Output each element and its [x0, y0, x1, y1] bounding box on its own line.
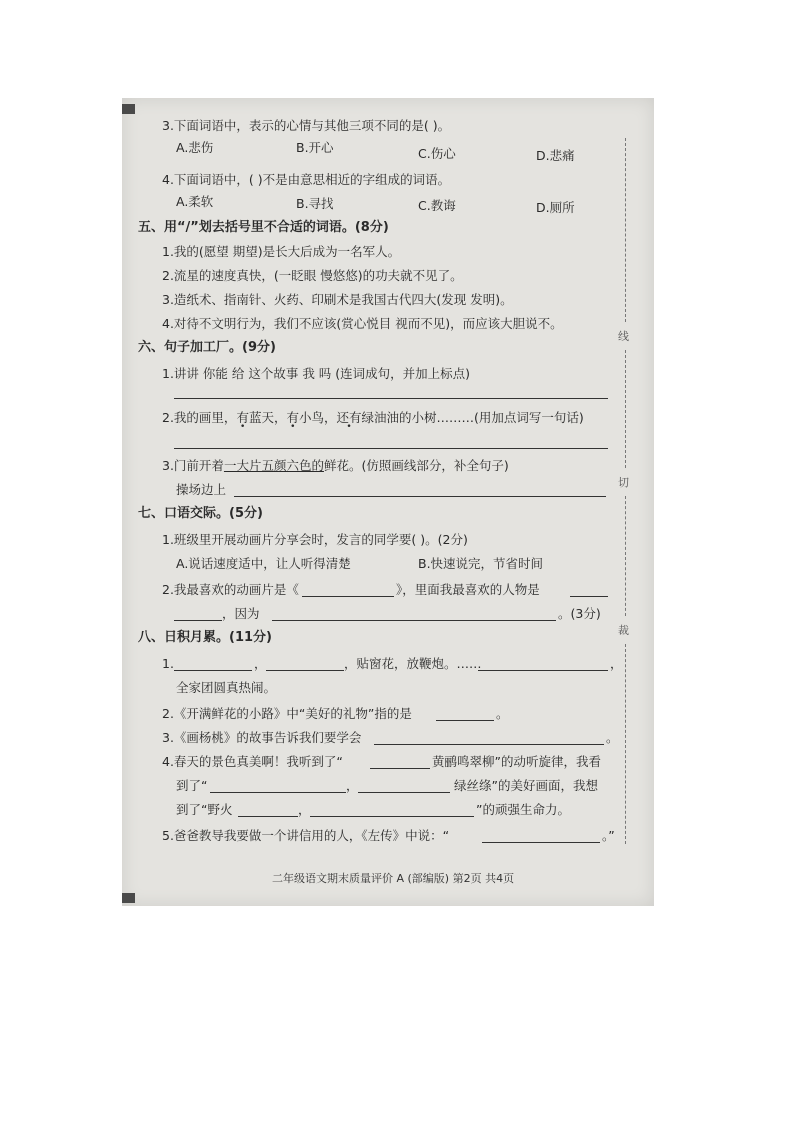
s6-answer-line-2[interactable]	[174, 448, 608, 449]
section-7-heading: 七、口语交际。(5分)	[138, 506, 263, 521]
q3-option-d: D.悲痛	[536, 148, 575, 163]
s8-item-4-a: 4.春天的景色真美啊！我听到了“	[162, 754, 343, 769]
s8-item-4-c: 到了“	[176, 778, 208, 793]
s8-blank-1b[interactable]	[266, 670, 344, 671]
s7-blank-cartoon[interactable]	[302, 596, 394, 597]
question-3-stem: 3.下面词语中，表示的心情与其他三项不同的是( )。	[162, 118, 451, 133]
s7-blank-character-2[interactable]	[174, 620, 222, 621]
cut-label-cai: 裁	[618, 624, 629, 637]
s8-item-2-b: 。	[496, 706, 509, 721]
s8-item-3-a: 3.《画杨桃》的故事告诉我们要学会	[162, 730, 362, 745]
s6-emph-2: 有	[286, 410, 299, 425]
s7-item-2-d: 。(3分)	[558, 606, 601, 621]
s6-item-2-mid2: 小鸟，	[298, 410, 337, 425]
s6-item-3-pre: 3.门前开着	[162, 458, 224, 473]
s8-item-4-b: 黄鹂鸣翠柳”的动听旋律，我看	[432, 754, 601, 769]
exam-page	[122, 98, 654, 906]
q4-option-b: B.寻找	[296, 196, 334, 211]
s6-item-3-underlined: 一大片五颜六色的	[223, 458, 324, 473]
section-8-heading: 八、日积月累。(11分)	[138, 630, 272, 645]
cut-label-xian: 线	[618, 330, 629, 343]
s8-blank-4a[interactable]	[370, 768, 430, 769]
s8-item-1-b: ，	[254, 656, 267, 671]
s7-option-a: A.说话速度适中，让人听得清楚	[176, 556, 351, 571]
s5-item-2: 2.流星的速度真快，(一眨眼 慢悠悠)的功夫就不见了。	[162, 268, 463, 283]
s8-blank-4e[interactable]	[310, 816, 474, 817]
s8-blank-4b[interactable]	[210, 792, 346, 793]
s6-item-2-post: 绿油油的小树………(用加点词写一句话)	[361, 410, 584, 425]
s8-item-4-d: ，	[346, 778, 359, 793]
s6-item-2	[162, 410, 584, 426]
s6-answer-line-3[interactable]	[234, 496, 606, 497]
s7-item-2-c: ，因为	[222, 606, 260, 621]
s6-item-1: 1.讲讲 你能 给 这个故事 我 吗 (连词成句，并加上标点)	[162, 366, 471, 381]
s8-blank-4d[interactable]	[238, 816, 298, 817]
s8-item-3-b: 。	[606, 730, 619, 745]
s6-item-3-line2: 操场边上	[176, 482, 227, 497]
q3-option-b: B.开心	[296, 140, 334, 155]
s6-emph-3: 还有	[336, 410, 362, 425]
corner-mark-top	[122, 104, 135, 114]
s7-item-2-b: 》，里面我最喜欢的人物是	[396, 582, 540, 597]
s6-item-2-mid1: 蓝天，	[248, 410, 287, 425]
s5-item-3: 3.造纸术、指南针、火药、印刷术是我国古代四大(发现 发明)。	[162, 292, 513, 307]
q4-option-c: C.教诲	[418, 198, 456, 213]
question-4-stem: 4.下面词语中，( )不是由意思相近的字组成的词语。	[162, 172, 451, 187]
s8-item-1-c: ，贴窗花，放鞭炮。……	[344, 656, 482, 671]
s8-item-4-h: ”的顽强生命力。	[476, 802, 570, 817]
s6-emph-1: 有	[236, 410, 249, 425]
page-footer: 二年级语文期末质量评价 A (部编版) 第2页 共4页	[272, 872, 515, 885]
s8-blank-2[interactable]	[436, 720, 494, 721]
cut-line-bottom	[625, 644, 626, 844]
q4-option-a: A.柔软	[176, 194, 214, 209]
q3-option-a: A.悲伤	[176, 140, 214, 155]
s7-option-b: B.快速说完，节省时间	[418, 556, 544, 571]
cut-label-qie: 切	[618, 476, 629, 489]
s7-item-2-a: 2.我最喜欢的动画片是《	[162, 582, 299, 597]
cut-line-lower	[625, 496, 626, 616]
s7-blank-character-1[interactable]	[570, 596, 608, 597]
s7-blank-reason[interactable]	[272, 620, 556, 621]
s8-blank-1a[interactable]	[174, 670, 252, 671]
s8-item-4-e: 绿丝绦”的美好画面，我想	[454, 778, 598, 793]
s8-item-1-d: ，	[610, 656, 623, 671]
s5-item-4: 4.对待不文明行为，我们不应该(赏心悦目 视而不见)，而应该大胆说不。	[162, 316, 563, 331]
cut-line-middle	[625, 350, 626, 468]
s8-item-2-a: 2.《开满鲜花的小路》中“美好的礼物”指的是	[162, 706, 412, 721]
s8-item-4-f: 到了“野火	[176, 802, 233, 817]
s8-item-1-a: 1.	[162, 656, 174, 671]
s8-blank-3[interactable]	[374, 744, 604, 745]
s5-item-1: 1.我的(愿望 期望)是长大后成为一名军人。	[162, 244, 401, 259]
s8-item-4-g: ，	[298, 802, 311, 817]
s6-item-2-pre: 2.我的画里，	[162, 410, 237, 425]
s6-item-3-post: 鲜花。(仿照画线部分，补全句子)	[323, 458, 509, 473]
s6-item-3	[162, 458, 509, 474]
section-5-heading: 五、用“/”划去括号里不合适的词语。(8分)	[138, 220, 389, 235]
s8-item-5-a: 5.爸爸教导我要做一个讲信用的人，《左传》中说：“	[162, 828, 450, 843]
s8-item-5-b: 。”	[602, 828, 615, 843]
s6-answer-line-1[interactable]	[174, 398, 608, 399]
corner-mark-bottom	[122, 893, 135, 903]
s8-blank-1c[interactable]	[478, 670, 608, 671]
section-6-heading: 六、句子加工厂。(9分)	[138, 340, 276, 355]
s7-item-1: 1.班级里开展动画片分享会时，发言的同学要( )。(2分)	[162, 532, 468, 547]
q3-option-c: C.伤心	[418, 146, 456, 161]
s8-item-1-line2: 全家团圆真热闹。	[176, 680, 277, 695]
s8-blank-4c[interactable]	[358, 792, 450, 793]
cut-line-top	[625, 138, 626, 322]
q4-option-d: D.厕所	[536, 200, 575, 215]
s8-blank-5[interactable]	[482, 842, 600, 843]
